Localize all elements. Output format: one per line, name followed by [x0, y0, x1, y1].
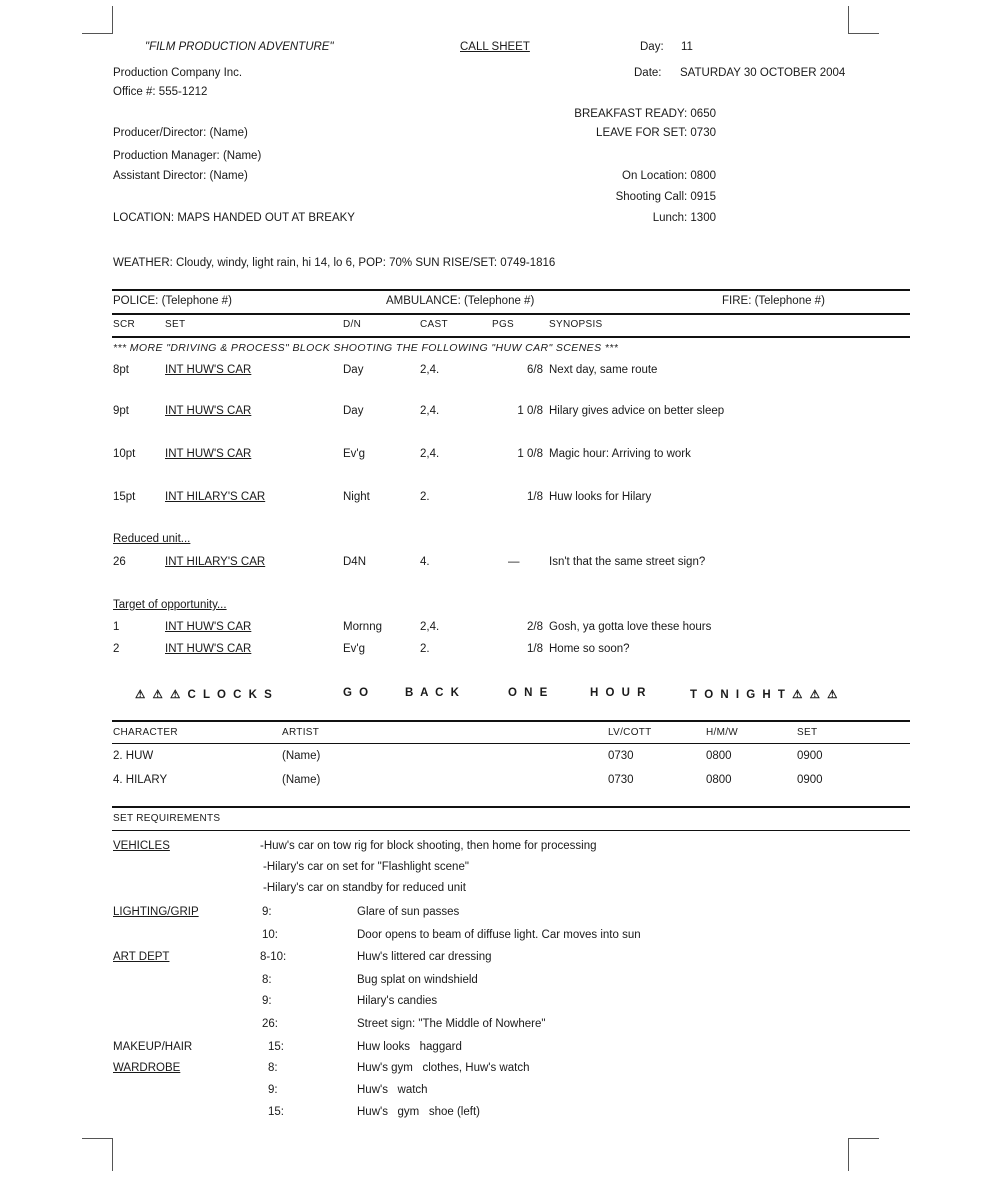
cast-artist: (Name) [282, 774, 321, 786]
crop-mark-bottom-right-h [848, 1138, 879, 1139]
scene-set: INT HUW'S CAR [165, 364, 252, 376]
requirement-scene: 8: [262, 974, 272, 986]
scene-pgs: 1 0/8 [517, 448, 543, 460]
clock-notice-4: O N E [508, 687, 550, 699]
scene-scr: 2 [113, 643, 120, 655]
fire-phone: FIRE: (Telephone #) [722, 295, 825, 307]
crop-mark-top-left-h [82, 33, 113, 34]
office-number: Office #: 555-1212 [113, 86, 208, 98]
scene-dn: D4N [343, 556, 367, 568]
scene-cast: 2,4. [420, 621, 440, 633]
scene-scr: 15pt [113, 491, 136, 503]
scene-set: INT HUW'S CAR [165, 621, 252, 633]
scene-cast: 2,4. [420, 364, 440, 376]
crop-mark-top-right-h [848, 33, 879, 34]
shooting-call-time: Shooting Call: 0915 [615, 191, 716, 203]
lighting-grip-label: LIGHTING/GRIP [113, 906, 199, 918]
col-cast: CAST [420, 319, 448, 330]
reduced-unit-label: Reduced unit... [113, 533, 191, 545]
scene-set: INT HILARY'S CAR [165, 491, 266, 503]
requirement-scene: 26: [262, 1018, 278, 1030]
cast-set-time: 0900 [797, 774, 823, 786]
scene-dn: Night [343, 491, 370, 503]
clock-notice-5: H O U R [590, 687, 648, 699]
scene-pgs: 2/8 [527, 621, 543, 633]
requirement-text: Hilary's candies [357, 995, 438, 1007]
requirement-text: Huw's gym clothes, Huw's watch [357, 1062, 530, 1074]
requirement-scene: 9: [262, 906, 272, 918]
scene-pgs: 1/8 [527, 643, 543, 655]
col-set: SET [165, 319, 186, 330]
company-name: Production Company Inc. [113, 67, 243, 79]
scene-dn: Ev'g [343, 448, 366, 460]
weather-line: WEATHER: Cloudy, windy, light rain, hi 14, lo 6, POP: 70% SUN RISE/SET: 0749-1816 [113, 257, 556, 269]
requirement-text: Huw's gym shoe (left) [357, 1106, 480, 1118]
lunch-time: Lunch: 1300 [652, 212, 716, 224]
divider-emergency-bottom [112, 313, 910, 315]
scene-synopsis: Next day, same route [549, 364, 658, 376]
makeup-hair-label: MAKEUP/HAIR [113, 1041, 193, 1053]
requirement-text: Huw's watch [357, 1084, 428, 1096]
requirement-scene: 8-10: [260, 951, 287, 963]
col-scr: SCR [113, 319, 136, 330]
crop-mark-top-right-v [848, 6, 849, 34]
scene-set: INT HUW'S CAR [165, 643, 252, 655]
crop-mark-top-left-v [112, 6, 113, 34]
cast-character: 2. HUW [113, 750, 154, 762]
scene-scr: 8pt [113, 364, 129, 376]
requirement-scene: 15: [268, 1106, 284, 1118]
scene-cast: 2,4. [420, 405, 440, 417]
production-title: "FILM PRODUCTION ADVENTURE" [145, 41, 334, 53]
cast-hmw-time: 0800 [706, 774, 732, 786]
scene-synopsis: Isn't that the same street sign? [549, 556, 706, 568]
divider-cast-top [112, 720, 910, 722]
location-note: LOCATION: MAPS HANDED OUT AT BREAKY [113, 212, 355, 224]
scene-set: INT HILARY'S CAR [165, 556, 266, 568]
col-character: CHARACTER [113, 727, 178, 738]
divider-scenes-header [112, 336, 910, 338]
requirement-scene: 10: [262, 929, 278, 941]
requirement-text: Street sign: "The Middle of Nowhere" [357, 1018, 546, 1030]
cast-character: 4. HILARY [113, 774, 168, 786]
vehicles-label: VEHICLES [113, 840, 170, 852]
scene-cast: 2,4. [420, 448, 440, 460]
crop-mark-bottom-left-v [112, 1138, 113, 1171]
scene-dn: Mornng [343, 621, 382, 633]
target-of-opportunity-label: Target of opportunity... [113, 599, 227, 611]
set-requirements-label: SET REQUIREMENTS [113, 813, 221, 824]
cast-artist: (Name) [282, 750, 321, 762]
requirement-scene: 9: [262, 995, 272, 1007]
production-manager: Production Manager: (Name) [113, 150, 262, 162]
scene-scr: 9pt [113, 405, 129, 417]
scene-pgs: 1 0/8 [517, 405, 543, 417]
scene-pgs: 6/8 [527, 364, 543, 376]
requirement-scene: 15: [268, 1041, 284, 1053]
ambulance-phone: AMBULANCE: (Telephone #) [386, 295, 535, 307]
scene-pgs: 1/8 [527, 491, 543, 503]
police-phone: POLICE: (Telephone #) [113, 295, 232, 307]
col-cast-set: SET [797, 727, 818, 738]
col-pgs: PGS [492, 319, 515, 330]
day-value: 11 [681, 41, 693, 53]
col-synopsis: SYNOPSIS [549, 319, 603, 330]
breakfast-ready: BREAKFAST READY: 0650 [574, 108, 716, 120]
clock-notice-2: G O [343, 687, 371, 699]
day-label: Day: [640, 41, 664, 53]
scene-dn: Ev'g [343, 643, 366, 655]
requirement-text: Bug splat on windshield [357, 974, 478, 986]
scene-scr: 10pt [113, 448, 136, 460]
scene-pgs: — [508, 556, 520, 568]
date-value: SATURDAY 30 OCTOBER 2004 [680, 67, 846, 79]
cast-lv-time: 0730 [608, 774, 634, 786]
col-hmw: H/M/W [706, 727, 739, 738]
requirement-text: Huw's littered car dressing [357, 951, 492, 963]
vehicles-line: -Hilary's car on standby for reduced unit [263, 882, 466, 894]
clock-notice-6: T O N I G H T ⚠ ⚠ ⚠ [690, 689, 840, 701]
art-dept-label: ART DEPT [113, 951, 170, 963]
divider-requirements-header [112, 830, 910, 831]
leave-for-set: LEAVE FOR SET: 0730 [596, 127, 716, 139]
crop-mark-bottom-left-h [82, 1138, 113, 1139]
vehicles-line: -Huw's car on tow rig for block shooting, then home for processing [260, 840, 597, 852]
cast-set-time: 0900 [797, 750, 823, 762]
clock-notice-3: B A C K [405, 687, 461, 699]
divider-cast-header [112, 743, 910, 744]
scene-cast: 2. [420, 643, 430, 655]
requirement-scene: 9: [268, 1084, 278, 1096]
clock-notice-1: ⚠ ⚠ ⚠ C L O C K S [135, 689, 274, 701]
col-lv-cott: LV/COTT [608, 727, 652, 738]
call-sheet-label: CALL SHEET [460, 41, 530, 53]
vehicles-line: -Hilary's car on set for "Flashlight scene" [263, 861, 469, 873]
wardrobe-label: WARDROBE [113, 1062, 181, 1074]
scene-scr: 26 [113, 556, 126, 568]
on-location-time: On Location: 0800 [622, 170, 716, 182]
divider-requirements-top [112, 806, 910, 808]
requirement-text: Glare of sun passes [357, 906, 460, 918]
scene-synopsis: Magic hour: Arriving to work [549, 448, 691, 460]
requirement-text: Door opens to beam of diffuse light. Car moves into sun [357, 929, 641, 941]
scene-synopsis: Home so soon? [549, 643, 630, 655]
requirement-scene: 8: [268, 1062, 278, 1074]
scene-dn: Day [343, 364, 364, 376]
col-artist: ARTIST [282, 727, 320, 738]
scene-set: INT HUW'S CAR [165, 448, 252, 460]
scene-synopsis: Hilary gives advice on better sleep [549, 405, 725, 417]
col-dn: D/N [343, 319, 362, 330]
cast-lv-time: 0730 [608, 750, 634, 762]
scene-synopsis: Gosh, ya gotta love these hours [549, 621, 712, 633]
date-label: Date: [634, 67, 662, 79]
cast-hmw-time: 0800 [706, 750, 732, 762]
scene-synopsis: Huw looks for Hilary [549, 491, 652, 503]
scene-cast: 2. [420, 491, 430, 503]
assistant-director: Assistant Director: (Name) [113, 170, 248, 182]
scene-dn: Day [343, 405, 364, 417]
scene-scr: 1 [113, 621, 120, 633]
divider-emergency-top [112, 289, 910, 291]
scene-set: INT HUW'S CAR [165, 405, 252, 417]
scene-cast: 4. [420, 556, 430, 568]
producer-director: Producer/Director: (Name) [113, 127, 248, 139]
crop-mark-bottom-right-v [848, 1138, 849, 1171]
requirement-text: Huw looks haggard [357, 1041, 462, 1053]
block-shooting-banner: *** MORE "DRIVING & PROCESS" BLOCK SHOOTING THE FOLLOWING "HUW CAR" SCENES *** [113, 342, 619, 354]
